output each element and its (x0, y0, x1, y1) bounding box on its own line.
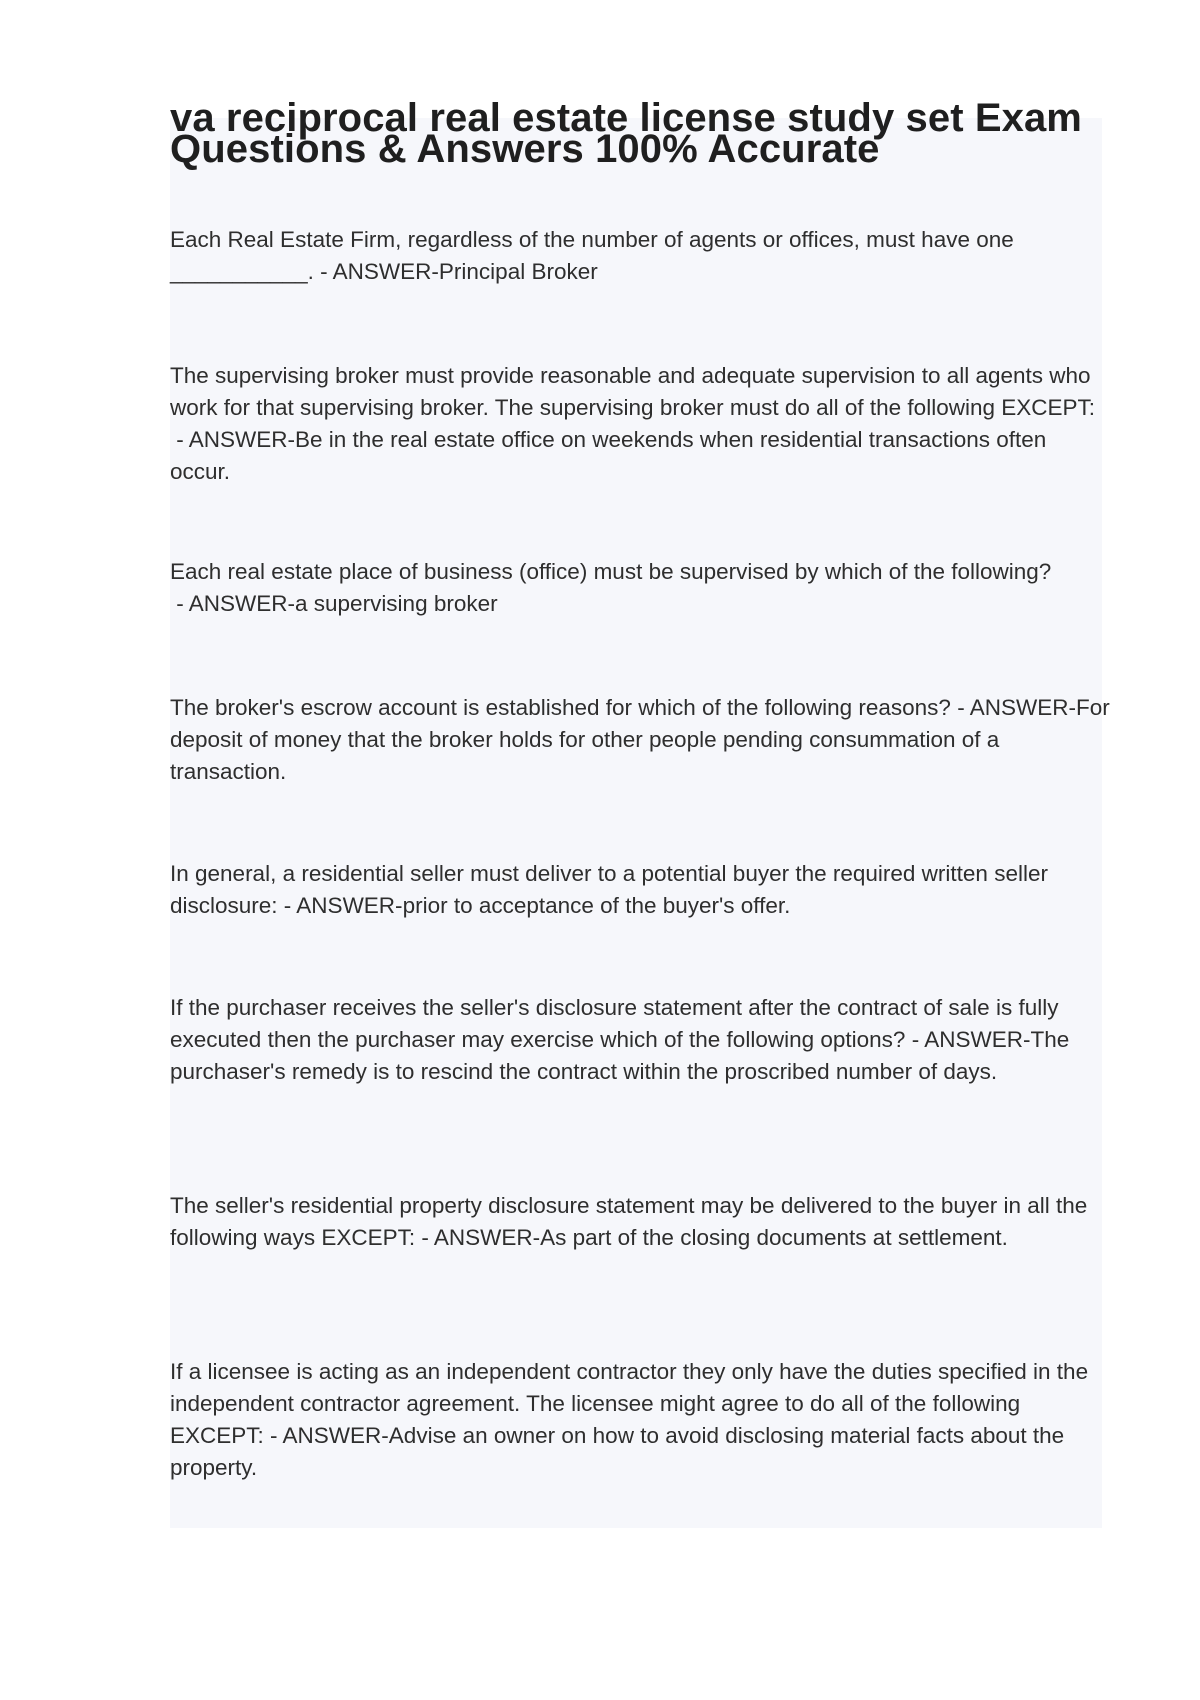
question-text: If a licensee is acting as an independent contractor they only have the duties specified in the independent contractor agreement. The licensee might agree to do all of the following EXCEPT: (170, 1359, 1089, 1448)
question-text: The supervising broker must provide reasonable and adequate supervision to all agents who work for that supervising broker. The supervising broker must do all of the following EXCEPT: (170, 363, 1096, 420)
qa-item (170, 360, 1110, 488)
answer-text: For deposit of money that the broker holds for other people pending consummation of a transaction. (170, 695, 1110, 784)
question-text: In general, a residential seller must deliver to a potential buyer the required written seller disclosure: (170, 861, 1048, 918)
qa-item (170, 1190, 1110, 1254)
answer-text: The purchaser's remedy is to rescind the contract within the proscribed number of days. (170, 1027, 1070, 1084)
question-text: If the purchaser receives the seller's disclosure statement after the contract of sale is fully executed then the purchaser may exercise which of the following options? (170, 995, 1059, 1052)
answer-separator: - ANSWER- (415, 1225, 541, 1250)
answer-separator: - ANSWER- (313, 259, 439, 284)
content-panel (170, 118, 1102, 1528)
answer-separator: - ANSWER- (170, 591, 296, 616)
answer-text: As part of the closing documents at settlement. (540, 1225, 1008, 1250)
answer-text: Advise an owner on how to avoid disclosing material facts about the property. (170, 1423, 1065, 1480)
answer-separator: - ANSWER- (170, 427, 296, 452)
qa-item (170, 992, 1110, 1088)
question-text: The broker's escrow account is established for which of the following reasons? (170, 695, 951, 720)
answer-text: Principal Broker (438, 259, 598, 284)
answer-text: prior to acceptance of the buyer's offer. (402, 893, 791, 918)
qa-item (170, 1356, 1110, 1484)
question-text: Each real estate place of business (office) must be supervised by which of the following? (170, 559, 1052, 584)
document-title: va reciprocal real estate license study set Exam Questions & Answers 100% Accurate (170, 96, 1082, 171)
answer-separator: - ANSWER- (950, 695, 1076, 720)
qa-item (170, 692, 1110, 788)
qa-item (170, 858, 1110, 922)
answer-text: a supervising broker (295, 591, 498, 616)
qa-item (170, 556, 1110, 620)
question-text: The seller's residential property disclosure statement may be delivered to the buyer in all the following ways EXCEPT: (170, 1193, 1088, 1250)
answer-separator: - ANSWER- (277, 893, 403, 918)
answer-separator: - ANSWER- (905, 1027, 1031, 1052)
answer-text: Be in the real estate office on weekends when residential transactions often occur. (170, 427, 1047, 484)
answer-separator: - ANSWER- (263, 1423, 389, 1448)
question-text: Each Real Estate Firm, regardless of the number of agents or offices, must have one ___________. (170, 227, 1014, 284)
qa-item (170, 224, 1110, 288)
